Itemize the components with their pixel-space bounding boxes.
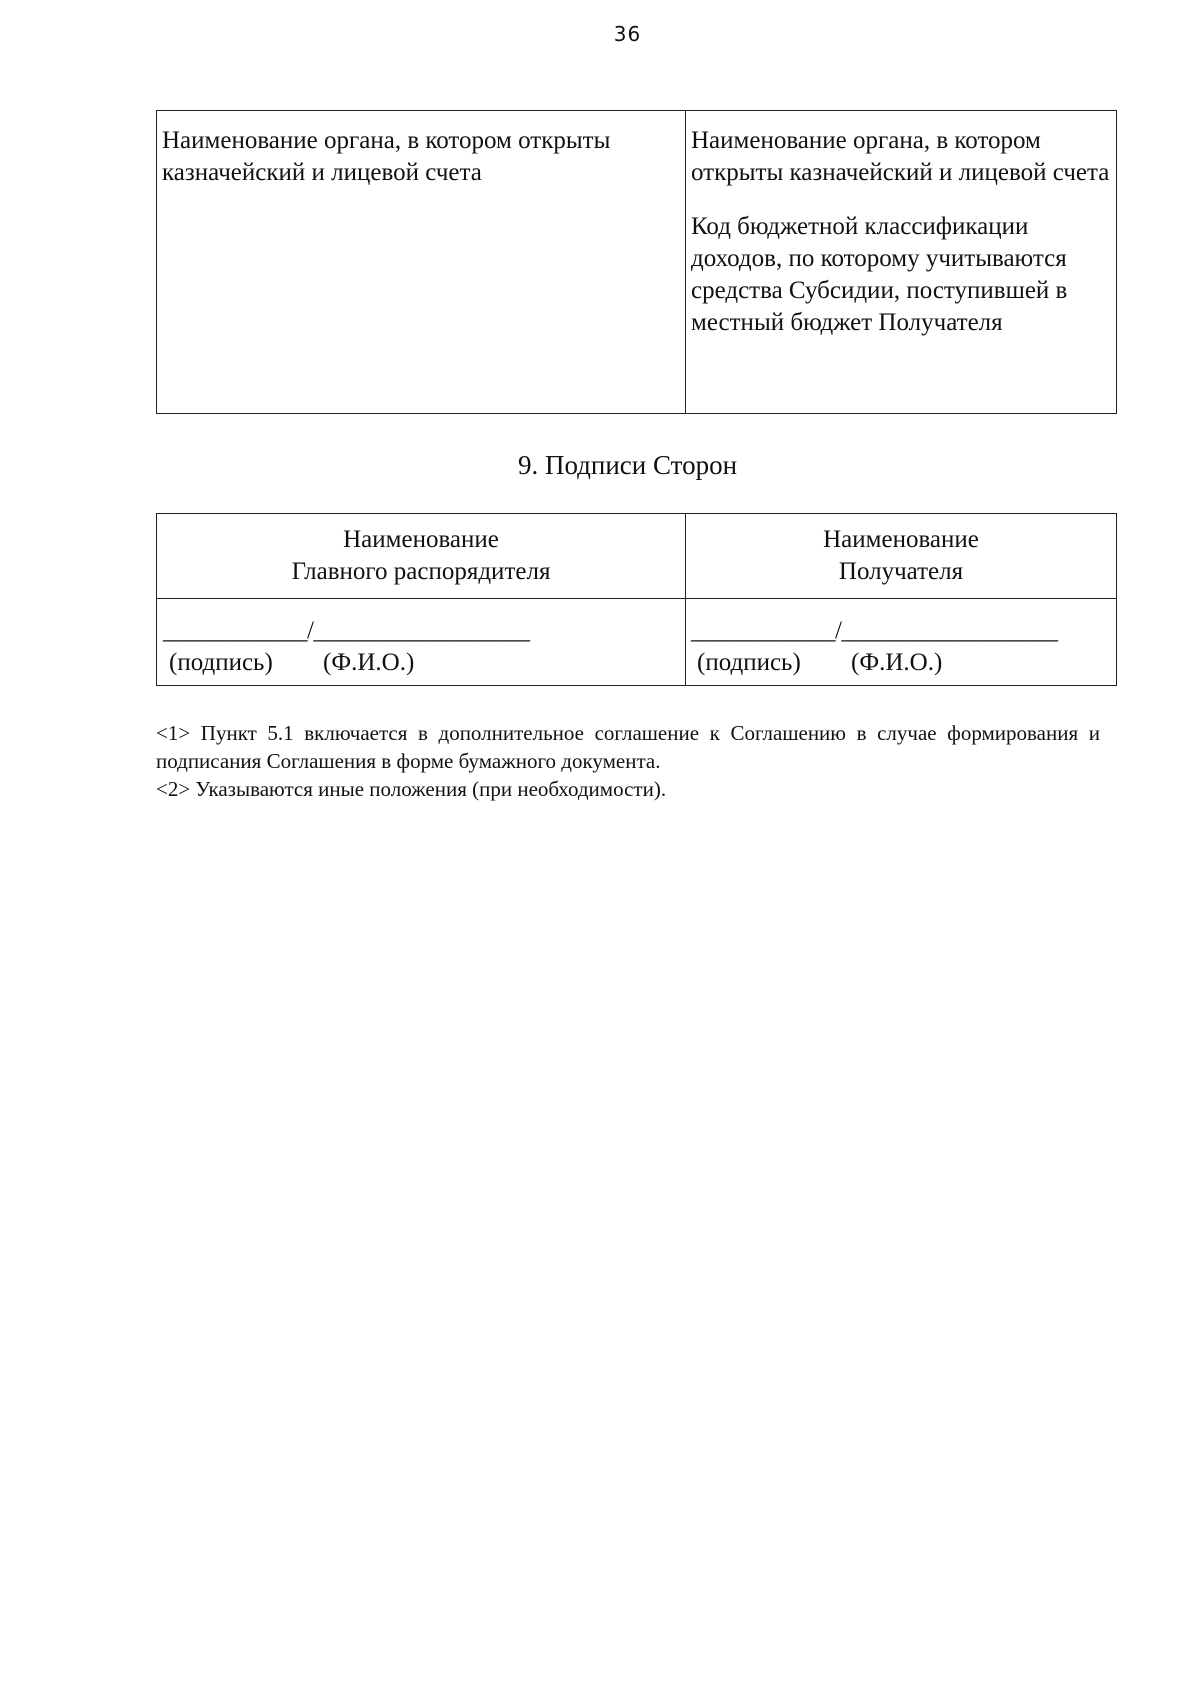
- signature-header-right: [686, 514, 1117, 599]
- account-details-table: [156, 110, 1117, 414]
- signature-cell-left: [157, 599, 686, 686]
- footnotes: [156, 719, 1100, 803]
- name-caption: (Ф.И.О.): [323, 649, 415, 676]
- signature-line: ____________/__________________: [163, 617, 530, 644]
- account-organ-label-left: Наименование органа, в котором открыты казначейский и лицевой счета: [162, 127, 611, 186]
- header-line: Наименование: [343, 526, 499, 553]
- account-cell-left: [157, 111, 686, 414]
- budget-classification-label: Код бюджетной классификации доходов, по которому учитываются средства Субсидии, поступившей в местный бюджет Получателя: [691, 213, 1068, 336]
- account-cell-right: [686, 111, 1117, 414]
- name-caption: (Ф.И.О.): [851, 649, 943, 676]
- signature-caption: (подпись): [697, 649, 801, 676]
- signature-line: ____________/__________________: [691, 617, 1058, 644]
- account-organ-label-right: Наименование органа, в котором открыты казначейский и лицевой счета: [691, 127, 1110, 186]
- signature-header-left: [157, 514, 686, 599]
- table-row: [157, 111, 1117, 414]
- signature-caption: (подпись): [169, 649, 273, 676]
- header-line: Наименование: [823, 526, 979, 553]
- page-number: 36: [613, 22, 642, 46]
- signature-cell-right: [686, 599, 1117, 686]
- footnote-1: <1> Пункт 5.1 включается в дополнительное соглашение к Соглашению в случае формирования и подписания Соглашения в форме бумажного документа.: [156, 721, 1100, 773]
- header-line: Получателя: [838, 558, 964, 585]
- table-row: [157, 514, 1117, 599]
- header-line: Главного распорядителя: [291, 558, 551, 585]
- section-heading: 9. Подписи Сторон: [517, 450, 738, 480]
- footnote-2: <2> Указываются иные положения (при необходимости).: [156, 777, 667, 801]
- table-row: [157, 599, 1117, 686]
- signature-table: [156, 513, 1117, 686]
